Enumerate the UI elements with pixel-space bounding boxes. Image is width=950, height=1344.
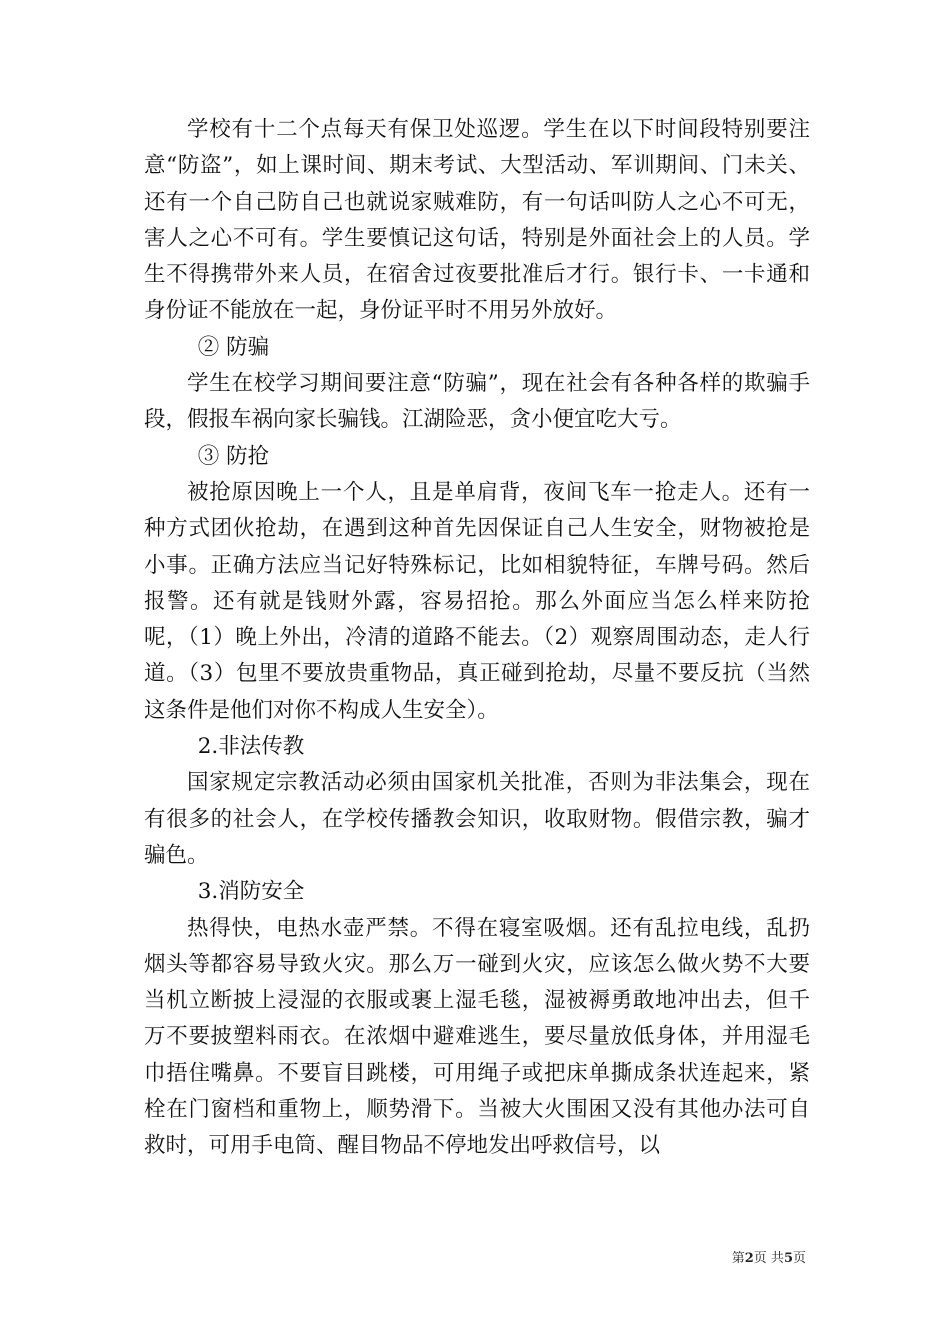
paragraph-robbery-prevention: 被抢原因晚上一个人，且是单肩背，夜间飞车一抢走人。还有一种方式团伙抢劫，在遇到这种首先因保证自己人生安全，财物被抢是小事。正确方法应当记好特殊标记，比如相貌特征，车牌号码。然后报警。还有就是钱财外露，容易招抢。那么外面应当怎么样来防抢呢，（1）晚上外出，冷清的道路不能去。（2）观察周围动态，走人行道。（3）包里不要放贵重物品，真正碰到抢劫，尽量不要反抗（当然这条件是他们对你不构成人生安全）。 <box>144 479 810 723</box>
paragraph-fraud-prevention: 学生在校学习期间要注意“防骗”，现在社会有各种各样的欺骗手段，假报车祸向家长骗钱。江湖险恶，贪小便宜吃大亏。 <box>144 371 810 433</box>
footer-current-page: 2 <box>744 1251 754 1266</box>
paragraph-illegal-preaching: 国家规定宗教活动必须由国家机关批准，否则为非法集会，现在有很多的社会人，在学校传播教会知识，收取财物。假借宗教，骗才骗色。 <box>144 770 810 868</box>
footer-middle: 页 共 <box>753 1251 784 1266</box>
paragraph-theft-prevention: 学校有十二个点每天有保卫处巡逻。学生在以下时间段特别要注意“防盗”，如上课时间、期末考试、大型活动、军训期间、门未关、还有一个自己防自己也就说家贼难防，有一句话叫防人之心不可无，害人之心不可有。学生要慎记这句话，特别是外面社会上的人员。学生不得携带外来人员，在宿舍过夜要批准后才行。银行卡、一卡通和身份证不能放在一起，身份证平时不用另外放好。 <box>144 117 810 324</box>
heading-robbery-prevention: ③ 防抢 <box>197 443 270 469</box>
footer-prefix: 第 <box>731 1251 745 1266</box>
page-number-footer <box>700 1250 806 1268</box>
footer-total-pages: 5 <box>783 1251 793 1266</box>
heading-fire-safety: 3.消防安全 <box>197 879 305 905</box>
document-body <box>144 112 810 1165</box>
heading-fraud-prevention: ② 防骗 <box>197 334 270 360</box>
footer-suffix: 页 <box>792 1251 806 1266</box>
paragraph-fire-safety: 热得快，电热水壶严禁。不得在寝室吸烟。还有乱拉电线，乱扔烟头等都容易导致火灾。那么万一碰到火灾，应该怎么做火势不大要当机立断披上浸湿的衣服或裹上湿毛毯，湿被褥勇敢地冲出去，但千万不要披塑料雨衣。在浓烟中避难逃生，要尽量放低身体，并用湿毛巾捂住嘴鼻。不要盲目跳楼，可用绳子或把床单撕成条状连起来，紧栓在门窗档和重物上，顺势滑下。当被大火围困又没有其他办法可自救时，可用手电筒、醒目物品不停地发出呼救信号，以 <box>144 915 810 1159</box>
heading-illegal-preaching: 2.非法传教 <box>197 734 305 760</box>
